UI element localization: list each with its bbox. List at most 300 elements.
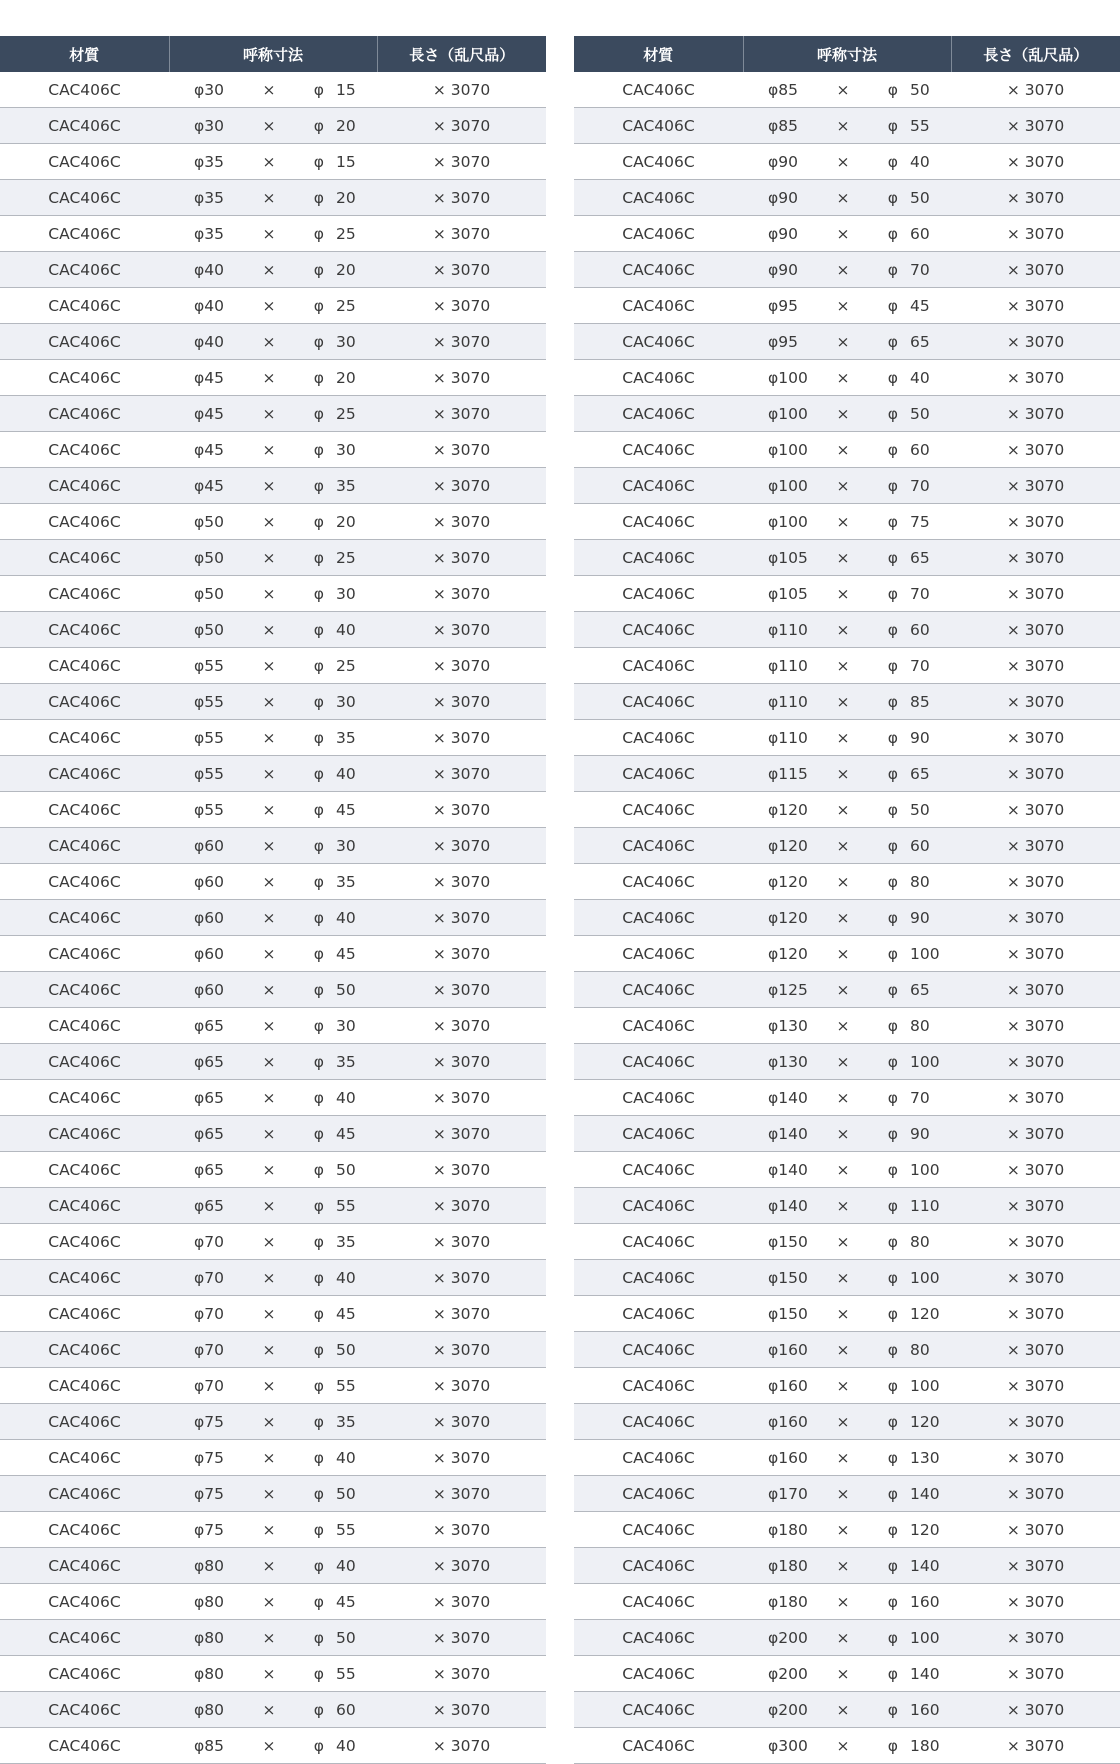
table-row — [574, 1368, 1120, 1404]
table-row — [574, 1728, 1120, 1764]
phi-symbol-cell: φ — [873, 756, 898, 792]
material-cell: CAC406C — [0, 1584, 169, 1620]
inner-diameter-cell: 35 — [324, 1224, 377, 1260]
material-cell: CAC406C — [574, 1152, 743, 1188]
inner-diameter-cell: 40 — [324, 900, 377, 936]
times-sign-cell: × — [239, 180, 299, 216]
material-cell: CAC406C — [574, 1404, 743, 1440]
material-cell: CAC406C — [574, 396, 743, 432]
length-cell: × 3070 — [951, 1188, 1120, 1224]
table-row — [574, 396, 1120, 432]
phi-symbol-cell: φ — [299, 216, 324, 252]
length-cell: × 3070 — [951, 648, 1120, 684]
times-sign-cell: × — [239, 396, 299, 432]
inner-diameter-cell: 120 — [898, 1512, 951, 1548]
table-row — [0, 180, 546, 216]
table-row — [574, 216, 1120, 252]
outer-diameter-cell: φ120 — [743, 900, 813, 936]
table-row — [574, 1692, 1120, 1728]
phi-symbol-cell: φ — [299, 288, 324, 324]
table-row — [574, 108, 1120, 144]
table-row — [0, 936, 546, 972]
material-cell: CAC406C — [0, 1080, 169, 1116]
material-cell: CAC406C — [0, 252, 169, 288]
times-sign-cell: × — [239, 864, 299, 900]
phi-symbol-cell: φ — [299, 864, 324, 900]
length-cell: × 3070 — [377, 720, 546, 756]
outer-diameter-cell: φ45 — [169, 396, 239, 432]
inner-diameter-cell: 70 — [898, 648, 951, 684]
phi-symbol-cell: φ — [299, 144, 324, 180]
material-cell: CAC406C — [574, 1548, 743, 1584]
phi-symbol-cell: φ — [873, 1620, 898, 1656]
size-table-right — [574, 36, 1120, 1764]
inner-diameter-cell: 40 — [898, 144, 951, 180]
material-cell: CAC406C — [0, 1440, 169, 1476]
inner-diameter-cell: 45 — [898, 288, 951, 324]
outer-diameter-cell: φ120 — [743, 828, 813, 864]
outer-diameter-cell: φ60 — [169, 900, 239, 936]
times-sign-cell: × — [239, 648, 299, 684]
outer-diameter-cell: φ70 — [169, 1368, 239, 1404]
times-sign-cell: × — [813, 252, 873, 288]
length-cell: × 3070 — [951, 72, 1120, 108]
times-sign-cell: × — [239, 1548, 299, 1584]
length-cell: × 3070 — [377, 828, 546, 864]
table-row — [0, 720, 546, 756]
outer-diameter-cell: φ95 — [743, 324, 813, 360]
material-cell: CAC406C — [0, 936, 169, 972]
table-row — [574, 936, 1120, 972]
phi-symbol-cell: φ — [299, 720, 324, 756]
length-cell: × 3070 — [377, 1476, 546, 1512]
table-row — [0, 1152, 546, 1188]
times-sign-cell: × — [239, 108, 299, 144]
header-length: 長さ（乱尺品） — [951, 36, 1120, 72]
phi-symbol-cell: φ — [873, 1188, 898, 1224]
outer-diameter-cell: φ40 — [169, 324, 239, 360]
outer-diameter-cell: φ105 — [743, 540, 813, 576]
material-cell: CAC406C — [0, 468, 169, 504]
times-sign-cell: × — [813, 432, 873, 468]
times-sign-cell: × — [813, 1044, 873, 1080]
inner-diameter-cell: 15 — [324, 72, 377, 108]
times-sign-cell: × — [813, 1692, 873, 1728]
inner-diameter-cell: 65 — [898, 972, 951, 1008]
material-cell: CAC406C — [0, 144, 169, 180]
length-cell: × 3070 — [951, 1404, 1120, 1440]
phi-symbol-cell: φ — [873, 252, 898, 288]
length-cell: × 3070 — [377, 1008, 546, 1044]
table-row — [574, 720, 1120, 756]
phi-symbol-cell: φ — [873, 1080, 898, 1116]
times-sign-cell: × — [813, 180, 873, 216]
length-cell: × 3070 — [377, 1152, 546, 1188]
material-cell: CAC406C — [574, 720, 743, 756]
phi-symbol-cell: φ — [873, 1116, 898, 1152]
material-cell: CAC406C — [0, 360, 169, 396]
phi-symbol-cell: φ — [873, 972, 898, 1008]
length-cell: × 3070 — [951, 756, 1120, 792]
material-cell: CAC406C — [574, 1656, 743, 1692]
material-cell: CAC406C — [0, 1620, 169, 1656]
times-sign-cell: × — [239, 72, 299, 108]
material-cell: CAC406C — [0, 1296, 169, 1332]
material-cell: CAC406C — [0, 576, 169, 612]
inner-diameter-cell: 20 — [324, 504, 377, 540]
table-row — [574, 576, 1120, 612]
phi-symbol-cell: φ — [299, 360, 324, 396]
inner-diameter-cell: 50 — [898, 180, 951, 216]
material-cell: CAC406C — [574, 468, 743, 504]
phi-symbol-cell: φ — [873, 1656, 898, 1692]
table-row — [574, 1440, 1120, 1476]
outer-diameter-cell: φ60 — [169, 864, 239, 900]
outer-diameter-cell: φ90 — [743, 180, 813, 216]
outer-diameter-cell: φ300 — [743, 1728, 813, 1764]
table-row — [574, 648, 1120, 684]
phi-symbol-cell: φ — [299, 1584, 324, 1620]
outer-diameter-cell: φ90 — [743, 144, 813, 180]
table-row — [0, 540, 546, 576]
times-sign-cell: × — [239, 1260, 299, 1296]
inner-diameter-cell: 55 — [324, 1188, 377, 1224]
length-cell: × 3070 — [377, 684, 546, 720]
material-cell: CAC406C — [574, 1692, 743, 1728]
times-sign-cell: × — [813, 792, 873, 828]
phi-symbol-cell: φ — [873, 324, 898, 360]
inner-diameter-cell: 65 — [898, 756, 951, 792]
phi-symbol-cell: φ — [299, 1692, 324, 1728]
length-cell: × 3070 — [951, 612, 1120, 648]
phi-symbol-cell: φ — [299, 1260, 324, 1296]
inner-diameter-cell: 60 — [898, 216, 951, 252]
phi-symbol-cell: φ — [299, 684, 324, 720]
table-row — [0, 972, 546, 1008]
length-cell: × 3070 — [951, 1224, 1120, 1260]
material-cell: CAC406C — [574, 180, 743, 216]
length-cell: × 3070 — [951, 1728, 1120, 1764]
outer-diameter-cell: φ160 — [743, 1368, 813, 1404]
material-cell: CAC406C — [574, 1116, 743, 1152]
phi-symbol-cell: φ — [873, 396, 898, 432]
length-cell: × 3070 — [951, 1368, 1120, 1404]
outer-diameter-cell: φ45 — [169, 468, 239, 504]
outer-diameter-cell: φ75 — [169, 1404, 239, 1440]
length-cell: × 3070 — [377, 72, 546, 108]
outer-diameter-cell: φ100 — [743, 432, 813, 468]
times-sign-cell: × — [813, 720, 873, 756]
outer-diameter-cell: φ75 — [169, 1440, 239, 1476]
table-row — [0, 1584, 546, 1620]
inner-diameter-cell: 140 — [898, 1656, 951, 1692]
phi-symbol-cell: φ — [873, 1548, 898, 1584]
length-cell: × 3070 — [377, 504, 546, 540]
length-cell: × 3070 — [951, 1476, 1120, 1512]
inner-diameter-cell: 50 — [898, 72, 951, 108]
phi-symbol-cell: φ — [299, 1368, 324, 1404]
length-cell: × 3070 — [951, 1008, 1120, 1044]
length-cell: × 3070 — [377, 1656, 546, 1692]
phi-symbol-cell: φ — [299, 468, 324, 504]
length-cell: × 3070 — [951, 576, 1120, 612]
length-cell: × 3070 — [377, 864, 546, 900]
table-row — [0, 1044, 546, 1080]
phi-symbol-cell: φ — [299, 108, 324, 144]
phi-symbol-cell: φ — [873, 1440, 898, 1476]
times-sign-cell: × — [239, 1368, 299, 1404]
inner-diameter-cell: 40 — [324, 1548, 377, 1584]
outer-diameter-cell: φ200 — [743, 1692, 813, 1728]
times-sign-cell: × — [239, 1728, 299, 1764]
outer-diameter-cell: φ100 — [743, 468, 813, 504]
phi-symbol-cell: φ — [873, 720, 898, 756]
length-cell: × 3070 — [377, 468, 546, 504]
inner-diameter-cell: 40 — [898, 360, 951, 396]
material-cell: CAC406C — [0, 864, 169, 900]
inner-diameter-cell: 100 — [898, 1368, 951, 1404]
length-cell: × 3070 — [377, 1260, 546, 1296]
table-row — [0, 504, 546, 540]
inner-diameter-cell: 100 — [898, 1620, 951, 1656]
times-sign-cell: × — [813, 1296, 873, 1332]
length-cell: × 3070 — [951, 432, 1120, 468]
inner-diameter-cell: 55 — [324, 1656, 377, 1692]
length-cell: × 3070 — [377, 360, 546, 396]
inner-diameter-cell: 80 — [898, 864, 951, 900]
material-cell: CAC406C — [0, 1152, 169, 1188]
material-cell: CAC406C — [574, 1368, 743, 1404]
phi-symbol-cell: φ — [873, 360, 898, 396]
material-cell: CAC406C — [0, 72, 169, 108]
outer-diameter-cell: φ180 — [743, 1512, 813, 1548]
length-cell: × 3070 — [377, 1512, 546, 1548]
material-cell: CAC406C — [0, 792, 169, 828]
times-sign-cell: × — [813, 1476, 873, 1512]
table-row — [574, 1332, 1120, 1368]
phi-symbol-cell: φ — [299, 1116, 324, 1152]
outer-diameter-cell: φ65 — [169, 1116, 239, 1152]
outer-diameter-cell: φ50 — [169, 540, 239, 576]
inner-diameter-cell: 45 — [324, 1296, 377, 1332]
phi-symbol-cell: φ — [299, 1512, 324, 1548]
inner-diameter-cell: 100 — [898, 1152, 951, 1188]
outer-diameter-cell: φ120 — [743, 792, 813, 828]
outer-diameter-cell: φ80 — [169, 1656, 239, 1692]
outer-diameter-cell: φ85 — [169, 1728, 239, 1764]
outer-diameter-cell: φ65 — [169, 1080, 239, 1116]
material-cell: CAC406C — [574, 792, 743, 828]
inner-diameter-cell: 70 — [898, 576, 951, 612]
times-sign-cell: × — [813, 216, 873, 252]
material-cell: CAC406C — [0, 216, 169, 252]
times-sign-cell: × — [813, 1656, 873, 1692]
length-cell: × 3070 — [951, 144, 1120, 180]
inner-diameter-cell: 110 — [898, 1188, 951, 1224]
times-sign-cell: × — [239, 936, 299, 972]
inner-diameter-cell: 35 — [324, 1044, 377, 1080]
length-cell: × 3070 — [377, 1440, 546, 1476]
outer-diameter-cell: φ80 — [169, 1620, 239, 1656]
inner-diameter-cell: 55 — [898, 108, 951, 144]
table-row — [574, 1512, 1120, 1548]
inner-diameter-cell: 90 — [898, 900, 951, 936]
phi-symbol-cell: φ — [299, 252, 324, 288]
length-cell: × 3070 — [951, 1260, 1120, 1296]
times-sign-cell: × — [239, 1476, 299, 1512]
inner-diameter-cell: 130 — [898, 1440, 951, 1476]
outer-diameter-cell: φ160 — [743, 1404, 813, 1440]
times-sign-cell: × — [239, 144, 299, 180]
inner-diameter-cell: 60 — [898, 432, 951, 468]
inner-diameter-cell: 100 — [898, 936, 951, 972]
material-cell: CAC406C — [574, 1584, 743, 1620]
phi-symbol-cell: φ — [873, 1512, 898, 1548]
material-cell: CAC406C — [0, 1260, 169, 1296]
material-cell: CAC406C — [574, 828, 743, 864]
table-row — [574, 72, 1120, 108]
outer-diameter-cell: φ180 — [743, 1548, 813, 1584]
table-row — [574, 864, 1120, 900]
inner-diameter-cell: 20 — [324, 108, 377, 144]
times-sign-cell: × — [239, 360, 299, 396]
times-sign-cell: × — [239, 1440, 299, 1476]
outer-diameter-cell: φ120 — [743, 864, 813, 900]
outer-diameter-cell: φ70 — [169, 1296, 239, 1332]
material-cell: CAC406C — [574, 1728, 743, 1764]
times-sign-cell: × — [239, 1620, 299, 1656]
times-sign-cell: × — [813, 108, 873, 144]
length-cell: × 3070 — [377, 648, 546, 684]
outer-diameter-cell: φ50 — [169, 504, 239, 540]
table-body-right — [574, 72, 1120, 1764]
outer-diameter-cell: φ170 — [743, 1476, 813, 1512]
outer-diameter-cell: φ60 — [169, 972, 239, 1008]
material-cell: CAC406C — [0, 1692, 169, 1728]
table-row — [574, 432, 1120, 468]
times-sign-cell: × — [813, 648, 873, 684]
phi-symbol-cell: φ — [299, 1332, 324, 1368]
table-header-row — [574, 36, 1120, 72]
inner-diameter-cell: 90 — [898, 1116, 951, 1152]
times-sign-cell: × — [813, 900, 873, 936]
material-cell: CAC406C — [0, 1476, 169, 1512]
phi-symbol-cell: φ — [299, 72, 324, 108]
length-cell: × 3070 — [951, 1080, 1120, 1116]
header-length: 長さ（乱尺品） — [377, 36, 546, 72]
phi-symbol-cell: φ — [299, 1296, 324, 1332]
table-row — [574, 1224, 1120, 1260]
phi-symbol-cell: φ — [299, 1008, 324, 1044]
length-cell: × 3070 — [377, 972, 546, 1008]
times-sign-cell: × — [813, 468, 873, 504]
outer-diameter-cell: φ115 — [743, 756, 813, 792]
phi-symbol-cell: φ — [873, 144, 898, 180]
length-cell: × 3070 — [951, 720, 1120, 756]
times-sign-cell: × — [813, 504, 873, 540]
table-header-row — [0, 36, 546, 72]
table-row — [0, 1476, 546, 1512]
length-cell: × 3070 — [951, 684, 1120, 720]
table-row — [0, 1080, 546, 1116]
inner-diameter-cell: 65 — [898, 324, 951, 360]
table-row — [574, 1008, 1120, 1044]
outer-diameter-cell: φ110 — [743, 720, 813, 756]
times-sign-cell: × — [813, 324, 873, 360]
table-row — [0, 1728, 546, 1764]
length-cell: × 3070 — [377, 612, 546, 648]
inner-diameter-cell: 35 — [324, 468, 377, 504]
times-sign-cell: × — [239, 252, 299, 288]
inner-diameter-cell: 70 — [898, 468, 951, 504]
inner-diameter-cell: 20 — [324, 360, 377, 396]
outer-diameter-cell: φ100 — [743, 504, 813, 540]
material-cell: CAC406C — [0, 1044, 169, 1080]
inner-diameter-cell: 50 — [324, 1620, 377, 1656]
phi-symbol-cell: φ — [299, 180, 324, 216]
material-cell: CAC406C — [574, 540, 743, 576]
length-cell: × 3070 — [377, 432, 546, 468]
length-cell: × 3070 — [377, 1296, 546, 1332]
times-sign-cell: × — [813, 540, 873, 576]
inner-diameter-cell: 65 — [898, 540, 951, 576]
table-row — [0, 108, 546, 144]
outer-diameter-cell: φ150 — [743, 1260, 813, 1296]
times-sign-cell: × — [239, 1152, 299, 1188]
phi-symbol-cell: φ — [873, 864, 898, 900]
length-cell: × 3070 — [951, 396, 1120, 432]
length-cell: × 3070 — [377, 756, 546, 792]
table-row — [574, 1260, 1120, 1296]
table-row — [0, 468, 546, 504]
inner-diameter-cell: 55 — [324, 1368, 377, 1404]
length-cell: × 3070 — [377, 1044, 546, 1080]
table-row — [574, 1152, 1120, 1188]
length-cell: × 3070 — [951, 864, 1120, 900]
material-cell: CAC406C — [574, 864, 743, 900]
table-row — [0, 792, 546, 828]
length-cell: × 3070 — [951, 1620, 1120, 1656]
phi-symbol-cell: φ — [873, 936, 898, 972]
material-cell: CAC406C — [0, 1332, 169, 1368]
table-row — [574, 1476, 1120, 1512]
outer-diameter-cell: φ30 — [169, 108, 239, 144]
table-row — [574, 468, 1120, 504]
material-cell: CAC406C — [0, 828, 169, 864]
material-cell: CAC406C — [574, 756, 743, 792]
material-cell: CAC406C — [0, 108, 169, 144]
outer-diameter-cell: φ55 — [169, 720, 239, 756]
inner-diameter-cell: 70 — [898, 252, 951, 288]
outer-diameter-cell: φ50 — [169, 576, 239, 612]
length-cell: × 3070 — [377, 1692, 546, 1728]
inner-diameter-cell: 120 — [898, 1296, 951, 1332]
times-sign-cell: × — [813, 1440, 873, 1476]
table-row — [0, 1692, 546, 1728]
table-row — [0, 1368, 546, 1404]
table-row — [574, 1656, 1120, 1692]
times-sign-cell: × — [813, 1188, 873, 1224]
phi-symbol-cell: φ — [873, 468, 898, 504]
inner-diameter-cell: 140 — [898, 1476, 951, 1512]
times-sign-cell: × — [813, 576, 873, 612]
material-cell: CAC406C — [574, 216, 743, 252]
table-row — [0, 288, 546, 324]
phi-symbol-cell: φ — [873, 1044, 898, 1080]
material-cell: CAC406C — [0, 504, 169, 540]
header-material: 材質 — [0, 36, 169, 72]
length-cell: × 3070 — [951, 1044, 1120, 1080]
